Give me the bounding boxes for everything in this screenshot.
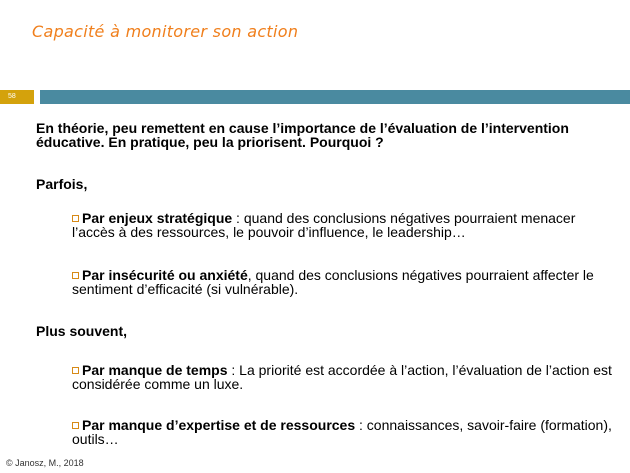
intro-question: En théorie, peu remettent en cause l’importance de l’évaluation de l’intervention éducative. En pratique, peu la priorisent. Pourquoi ? [36,120,569,150]
square-bullet-icon [72,272,79,279]
slide-title: Capacité à monitorer son action [32,22,299,41]
item-text: : La priorité est accordée à l’action, l’évaluation de l’action est considérée comme un luxe. [72,362,612,392]
section-heading-plus-souvent: Plus souvent, [36,323,128,339]
item-text: : connaissances, savoir-faire (formation), outils… [72,417,612,447]
slide-content [36,120,616,447]
list-item [72,211,612,239]
copyright-footer: © Janosz, M., 2018 [6,458,84,468]
item-text: : quand des conclusions négatives pourraient menacer l’accès à des ressources, le pouvoir d’influence, le leadership… [72,210,576,240]
item-bold-label: Par manque de temps [82,362,228,378]
item-bold-label: Par enjeux stratégique [82,210,233,226]
item-text: , quand des conclusions négatives pourraient affecter le sentiment d’efficacité (si vulnérable). [72,267,594,297]
item-bold-label: Par manque d’expertise et de ressources [82,417,356,433]
square-bullet-icon [72,422,79,429]
page-number-badge: 58 [0,90,34,104]
section-heading-parfois: Parfois, [36,176,88,192]
list-item [72,418,612,446]
square-bullet-icon [72,215,79,222]
list-item [72,363,612,391]
item-bold-label: Par insécurité ou anxiété [82,267,248,283]
header-bar [40,90,630,104]
list-item [72,268,612,296]
square-bullet-icon [72,367,79,374]
